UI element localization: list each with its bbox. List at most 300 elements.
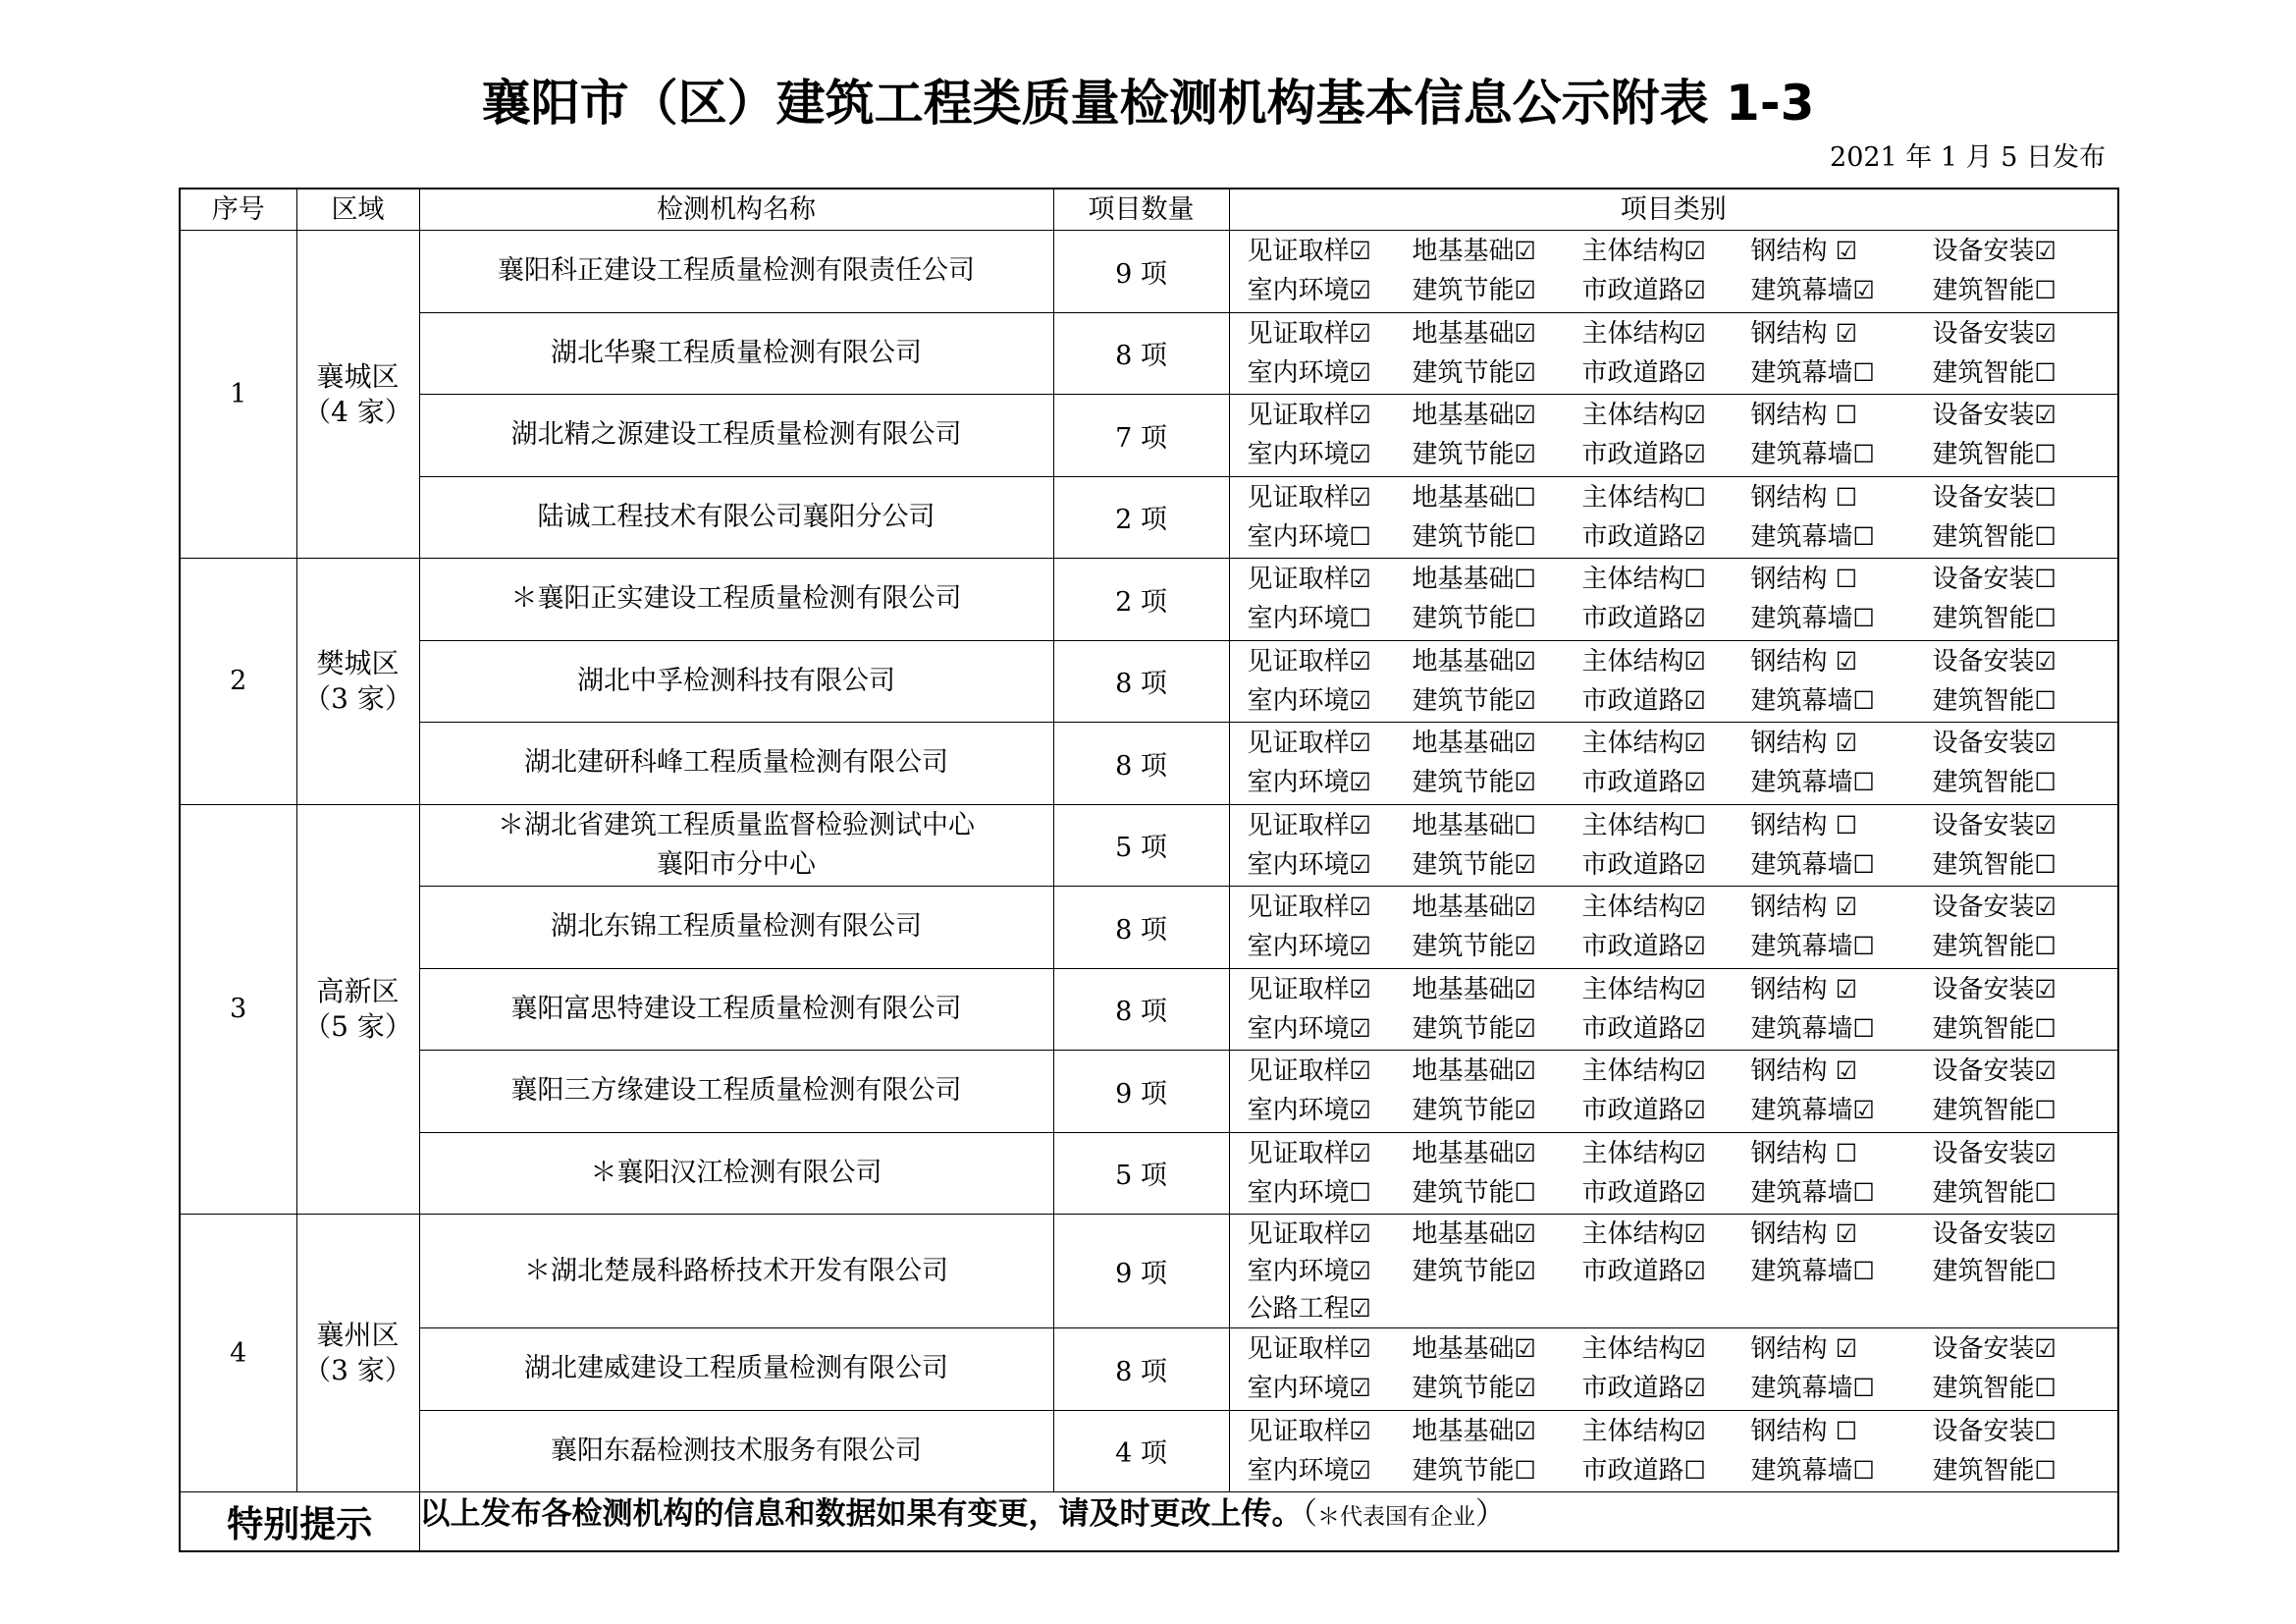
checked-box-icon: ☑: [1514, 357, 1536, 387]
note-text: 以上发布各检测机构的信息和数据如果有变更，请及时更改上传。: [419, 1496, 1303, 1532]
category-label: 建筑幕墙: [1750, 1096, 1853, 1126]
category-item: [1751, 806, 1933, 845]
category-label: 主体结构: [1581, 1218, 1684, 1249]
category-label: 市政道路: [1581, 1177, 1684, 1208]
table-row: [180, 1328, 2118, 1411]
unchecked-box-icon: ☐: [1852, 849, 1875, 879]
unchecked-box-icon: ☐: [1683, 565, 1706, 594]
checked-box-icon: ☑: [1683, 974, 1706, 1003]
category-item: [1933, 1052, 2118, 1091]
category-item: [1248, 314, 1413, 353]
unchecked-box-icon: ☐: [2034, 768, 2056, 797]
category-item: [1751, 271, 1933, 310]
project-count-cell: [1053, 231, 1229, 313]
category-label: 建筑幕墙: [1750, 1177, 1853, 1208]
category-item: [1933, 806, 2118, 845]
project-count-cell: [1053, 723, 1229, 805]
category-item: [1582, 845, 1751, 885]
category-item: [1582, 970, 1751, 1009]
checked-box-icon: ☑: [1835, 974, 1858, 1003]
category-label: 设备安装: [1932, 237, 2035, 267]
checked-box-icon: ☑: [1349, 1334, 1371, 1364]
category-item: [1751, 1091, 1933, 1130]
categories-cell: [1229, 1410, 2118, 1492]
checked-box-icon: ☑: [1835, 237, 1858, 266]
unchecked-box-icon: ☐: [1852, 768, 1875, 797]
project-count-cell: [1053, 1132, 1229, 1215]
category-item: [1248, 1369, 1413, 1408]
category-item: [1413, 845, 1582, 885]
category-item: [1413, 1412, 1582, 1451]
category-item: [1248, 1173, 1413, 1213]
categories-cell: [1229, 968, 2118, 1051]
category-line: [1230, 1173, 2118, 1213]
category-item: [1751, 1009, 1933, 1049]
category-item: [1248, 763, 1413, 802]
unchecked-box-icon: ☐: [1835, 482, 1858, 512]
org-name: 湖北华聚工程质量检测有限公司: [551, 337, 922, 368]
project-count: 5 项: [1115, 1161, 1167, 1192]
category-item: [1582, 1091, 1751, 1130]
category-label: 建筑智能: [1932, 1096, 2035, 1126]
org-name-cell: [419, 476, 1053, 559]
category-item: [1248, 1009, 1413, 1049]
project-count: 5 项: [1115, 833, 1167, 864]
category-item: [1933, 314, 2118, 353]
category-item: [1933, 353, 2118, 393]
category-item: [1582, 642, 1751, 681]
unchecked-box-icon: ☐: [2034, 482, 2056, 512]
region-name: 襄城区: [316, 359, 400, 393]
category-label: 设备安装: [1932, 401, 2035, 431]
category-label: 设备安装: [1932, 565, 2035, 595]
category-label: 设备安装: [1932, 1416, 2035, 1446]
category-label: 建筑节能: [1412, 357, 1515, 388]
category-item: [1248, 1091, 1413, 1130]
category-item: [1582, 435, 1751, 474]
header-count: 项目数量: [1053, 189, 1229, 231]
category-label: 见证取样: [1247, 482, 1350, 513]
org-name: 襄阳科正建设工程质量检测有限责任公司: [498, 255, 975, 287]
checked-box-icon: ☑: [1683, 276, 1706, 305]
category-label: 建筑节能: [1412, 849, 1515, 880]
category-item: [1933, 1329, 2118, 1369]
category-line: [1230, 1009, 2118, 1049]
category-item: [1751, 1173, 1933, 1213]
checked-box-icon: ☑: [1349, 1056, 1371, 1086]
category-label: 建筑智能: [1932, 932, 2035, 962]
category-item: [1582, 1134, 1751, 1173]
category-item: [1582, 1451, 1751, 1490]
category-item: [1582, 1216, 1751, 1253]
category-label: 地基基础: [1412, 1056, 1515, 1087]
category-item: [1248, 1253, 1413, 1290]
unchecked-box-icon: ☐: [1514, 1455, 1536, 1485]
checked-box-icon: ☑: [2034, 237, 2056, 266]
checked-box-icon: ☑: [1683, 729, 1706, 758]
category-item: [1933, 435, 2118, 474]
category-item: [1582, 888, 1751, 927]
checked-box-icon: ☑: [1683, 1256, 1706, 1285]
table-row: [180, 968, 2118, 1051]
category-label: 建筑节能: [1412, 521, 1515, 552]
checked-box-icon: ☑: [2034, 810, 2056, 839]
category-item: [1933, 396, 2118, 435]
category-line: [1230, 353, 2118, 393]
category-label: 室内环境: [1247, 1177, 1350, 1208]
checked-box-icon: ☑: [1349, 1256, 1371, 1285]
categories-cell: [1229, 723, 2118, 805]
project-count-cell: [1053, 968, 1229, 1051]
table-row: [180, 887, 2118, 969]
category-item: [1933, 888, 2118, 927]
checked-box-icon: ☑: [1835, 646, 1858, 676]
checked-box-icon: ☑: [1835, 1218, 1858, 1248]
category-line: [1230, 232, 2118, 271]
org-name: ＊襄阳正实建设工程质量检测有限公司: [510, 583, 962, 615]
org-name-cell: [419, 1051, 1053, 1133]
category-label: 建筑幕墙: [1750, 1455, 1853, 1486]
category-item: [1933, 1091, 2118, 1130]
category-label: 见证取样: [1247, 1056, 1350, 1087]
unchecked-box-icon: ☐: [2034, 932, 2056, 961]
project-count: 8 项: [1115, 1356, 1167, 1387]
category-item: [1582, 396, 1751, 435]
unchecked-box-icon: ☐: [1683, 482, 1706, 512]
region-name: 襄州区: [316, 1319, 400, 1351]
category-item: [1248, 599, 1413, 638]
category-item: [1751, 1451, 1933, 1490]
category-item: [1413, 970, 1582, 1009]
category-item: [1413, 1173, 1582, 1213]
header-categories: 项目类别: [1229, 189, 2118, 231]
checked-box-icon: ☑: [1514, 401, 1536, 430]
category-label: 设备安装: [1932, 729, 2035, 759]
category-label: 设备安装: [1932, 1138, 2035, 1168]
checked-box-icon: ☑: [1349, 1293, 1371, 1323]
category-item: [1933, 1134, 2118, 1173]
category-line: [1230, 724, 2118, 763]
category-label: 设备安装: [1932, 974, 2035, 1004]
category-label: 见证取样: [1247, 401, 1350, 431]
project-count: 8 项: [1115, 669, 1167, 700]
category-label: 建筑节能: [1412, 276, 1515, 306]
project-count: 8 项: [1115, 341, 1167, 372]
category-item: [1582, 1173, 1751, 1213]
category-item: [1751, 642, 1933, 681]
category-item: [1413, 888, 1582, 927]
categories-cell: [1229, 804, 2118, 887]
category-line: [1230, 845, 2118, 885]
category-item: [1751, 435, 1933, 474]
category-label: 室内环境: [1247, 1455, 1350, 1486]
category-label: 室内环境: [1247, 440, 1350, 470]
checked-box-icon: ☑: [1683, 1056, 1706, 1086]
category-label: 主体结构: [1581, 1138, 1684, 1168]
category-label: 地基基础: [1412, 893, 1515, 923]
category-label: 见证取样: [1247, 729, 1350, 759]
table-row: [180, 559, 2118, 641]
unchecked-box-icon: ☐: [1852, 357, 1875, 387]
checked-box-icon: ☑: [1514, 932, 1536, 961]
org-name-cell: [419, 1328, 1053, 1411]
category-label: 地基基础: [1412, 729, 1515, 759]
category-item: [1751, 888, 1933, 927]
category-label: 室内环境: [1247, 604, 1350, 634]
unchecked-box-icon: ☐: [2034, 357, 2056, 387]
category-label: 地基基础: [1412, 1218, 1515, 1249]
table-row: [180, 1410, 2118, 1492]
checked-box-icon: ☑: [1852, 1096, 1875, 1125]
project-count-cell: [1053, 559, 1229, 641]
category-line: [1230, 599, 2118, 638]
category-label: 钢结构: [1750, 646, 1836, 677]
category-label: 室内环境: [1247, 768, 1350, 798]
category-line: [1230, 642, 2118, 681]
unchecked-box-icon: ☐: [2034, 849, 2056, 879]
category-label: 建筑幕墙: [1750, 1256, 1853, 1286]
checked-box-icon: ☑: [1514, 1138, 1536, 1167]
category-item: [1248, 396, 1413, 435]
region-count: （3 家）: [303, 1354, 412, 1386]
category-item: [1413, 1216, 1582, 1253]
category-item: [1751, 1329, 1933, 1369]
category-item: [1751, 232, 1933, 271]
category-label: 室内环境: [1247, 932, 1350, 962]
category-label: 建筑智能: [1932, 1177, 2035, 1208]
table-row: [180, 476, 2118, 559]
group-index: 1: [230, 379, 247, 409]
category-label: 设备安装: [1932, 1218, 2035, 1249]
project-count: 7 项: [1115, 422, 1167, 454]
category-label: 建筑智能: [1932, 1256, 2035, 1286]
categories-cell: [1229, 559, 2118, 641]
org-name-cell: [419, 887, 1053, 969]
checked-box-icon: ☑: [1835, 1334, 1858, 1364]
categories-cell: [1229, 640, 2118, 723]
category-item: [1413, 232, 1582, 271]
unchecked-box-icon: ☐: [1514, 604, 1536, 633]
org-name: 湖北精之源建设工程质量检测有限公司: [510, 419, 962, 451]
unchecked-box-icon: ☐: [1852, 1013, 1875, 1043]
project-count-cell: [1053, 887, 1229, 969]
category-item: [1933, 1173, 2118, 1213]
checked-box-icon: ☑: [1514, 1096, 1536, 1125]
checked-box-icon: ☑: [2034, 1138, 2056, 1167]
checked-box-icon: ☑: [1683, 521, 1706, 551]
category-item: [1248, 1134, 1413, 1173]
category-item: [1248, 806, 1413, 845]
category-label: 建筑幕墙: [1750, 932, 1853, 962]
table-row: [180, 395, 2118, 477]
category-label: 主体结构: [1581, 646, 1684, 677]
unchecked-box-icon: ☐: [2034, 1177, 2056, 1207]
category-item: [1248, 435, 1413, 474]
categories-cell: [1229, 887, 2118, 969]
category-item: [1751, 1216, 1933, 1253]
project-count-cell: [1053, 312, 1229, 395]
checked-box-icon: ☑: [1514, 1256, 1536, 1285]
project-count: 2 项: [1115, 505, 1167, 536]
category-label: 设备安装: [1932, 318, 2035, 349]
categories-cell: [1229, 1328, 2118, 1411]
category-label: 钢结构: [1750, 893, 1836, 923]
org-name-cell: [419, 395, 1053, 477]
category-label: 市政道路: [1581, 440, 1684, 470]
group-index: 2: [230, 666, 247, 697]
category-label: 主体结构: [1581, 1416, 1684, 1446]
checked-box-icon: ☑: [1349, 1096, 1371, 1125]
category-label: 市政道路: [1581, 1096, 1684, 1126]
category-label: 钢结构: [1750, 974, 1836, 1004]
category-label: 钢结构: [1750, 482, 1836, 513]
category-label: 地基基础: [1412, 1416, 1515, 1446]
checked-box-icon: ☑: [2034, 1334, 2056, 1364]
category-label: 钢结构: [1750, 237, 1836, 267]
category-label: 见证取样: [1247, 974, 1350, 1004]
note-legend-open: （: [1302, 1496, 1317, 1532]
category-item: [1751, 560, 1933, 599]
group-index-cell: [180, 559, 296, 805]
checked-box-icon: ☑: [1349, 849, 1371, 879]
category-label: 市政道路: [1581, 357, 1684, 388]
org-name: 湖北东锦工程质量检测有限公司: [551, 911, 922, 943]
unchecked-box-icon: ☐: [1835, 401, 1858, 430]
note-row: [180, 1492, 2118, 1551]
checked-box-icon: ☑: [1835, 318, 1858, 348]
category-label: 市政道路: [1581, 1013, 1684, 1044]
checked-box-icon: ☑: [1349, 1374, 1371, 1403]
category-label: 钢结构: [1750, 1138, 1836, 1168]
category-label: 建筑幕墙: [1750, 849, 1853, 880]
checked-box-icon: ☑: [1349, 893, 1371, 922]
category-label: 室内环境: [1247, 685, 1350, 716]
category-label: 钢结构: [1750, 318, 1836, 349]
category-item: [1751, 1253, 1933, 1290]
checked-box-icon: ☑: [1514, 849, 1536, 879]
unchecked-box-icon: ☐: [1835, 1138, 1858, 1167]
category-item: [1933, 1216, 2118, 1253]
category-label: 市政道路: [1581, 1374, 1684, 1404]
checked-box-icon: ☑: [1349, 932, 1371, 961]
checked-box-icon: ☑: [1514, 729, 1536, 758]
category-item: [1248, 478, 1413, 517]
project-count: 4 项: [1115, 1438, 1167, 1470]
category-label: 主体结构: [1581, 974, 1684, 1004]
category-item: [1248, 1052, 1413, 1091]
checked-box-icon: ☑: [1683, 1138, 1706, 1167]
category-label: 建筑幕墙: [1750, 1013, 1853, 1044]
checked-box-icon: ☑: [1514, 1218, 1536, 1248]
category-item: [1751, 970, 1933, 1009]
checked-box-icon: ☑: [1683, 1334, 1706, 1364]
unchecked-box-icon: ☐: [1514, 1177, 1536, 1207]
category-label: 建筑幕墙: [1750, 768, 1853, 798]
category-item: [1413, 1329, 1582, 1369]
checked-box-icon: ☑: [1683, 893, 1706, 922]
category-item: [1248, 927, 1413, 966]
unchecked-box-icon: ☐: [1683, 1455, 1706, 1485]
checked-box-icon: ☑: [1349, 974, 1371, 1003]
category-item: [1582, 271, 1751, 310]
category-label: 室内环境: [1247, 1374, 1350, 1404]
category-item: [1751, 1369, 1933, 1408]
category-line: [1230, 1216, 2118, 1253]
category-label: 主体结构: [1581, 810, 1684, 840]
category-line: [1230, 888, 2118, 927]
note-legend-close: ）: [1475, 1496, 1506, 1532]
org-name: 湖北中孚检测科技有限公司: [577, 665, 895, 696]
checked-box-icon: ☑: [1683, 604, 1706, 633]
category-line: [1230, 806, 2118, 845]
category-label: 见证取样: [1247, 318, 1350, 349]
region-count: （4 家）: [303, 395, 412, 428]
category-label: 室内环境: [1247, 1096, 1350, 1126]
checked-box-icon: ☑: [1514, 276, 1536, 305]
category-item: [1933, 763, 2118, 802]
category-item: [1933, 927, 2118, 966]
category-line: [1230, 1091, 2118, 1130]
category-item: [1751, 845, 1933, 885]
category-line: [1230, 1412, 2118, 1451]
unchecked-box-icon: ☐: [1835, 1416, 1858, 1445]
checked-box-icon: ☑: [1514, 974, 1536, 1003]
category-label: 主体结构: [1581, 729, 1684, 759]
checked-box-icon: ☑: [1349, 401, 1371, 430]
project-count-cell: [1053, 1410, 1229, 1492]
checked-box-icon: ☑: [2034, 1056, 2056, 1086]
category-item: [1248, 232, 1413, 271]
category-label: 见证取样: [1247, 810, 1350, 840]
category-label: 市政道路: [1581, 1455, 1684, 1486]
category-label: 建筑智能: [1932, 604, 2035, 634]
category-item: [1248, 560, 1413, 599]
category-label: 公路工程: [1247, 1293, 1350, 1324]
region-cell: [296, 804, 419, 1215]
unchecked-box-icon: ☐: [1852, 685, 1875, 715]
category-label: 建筑节能: [1412, 1013, 1515, 1044]
category-line: [1230, 435, 2118, 474]
category-label: 室内环境: [1247, 357, 1350, 388]
unchecked-box-icon: ☐: [1835, 565, 1858, 594]
checked-box-icon: ☑: [1349, 1013, 1371, 1043]
category-label: 建筑节能: [1412, 440, 1515, 470]
unchecked-box-icon: ☐: [1349, 521, 1371, 551]
unchecked-box-icon: ☐: [1852, 521, 1875, 551]
category-line: [1230, 927, 2118, 966]
checked-box-icon: ☑: [1683, 1218, 1706, 1248]
category-item: [1582, 1009, 1751, 1049]
category-line: [1230, 970, 2118, 1009]
category-label: 设备安装: [1932, 1334, 2035, 1365]
unchecked-box-icon: ☐: [1852, 1256, 1875, 1285]
category-item: [1413, 1253, 1582, 1290]
unchecked-box-icon: ☐: [1514, 521, 1536, 551]
category-line: [1230, 478, 2118, 517]
category-item: [1248, 888, 1413, 927]
unchecked-box-icon: ☐: [1349, 1177, 1371, 1207]
category-item: [1582, 1052, 1751, 1091]
category-label: 市政道路: [1581, 849, 1684, 880]
category-label: 建筑幕墙: [1750, 685, 1853, 716]
checked-box-icon: ☑: [1514, 1056, 1536, 1086]
category-label: 建筑幕墙: [1750, 357, 1853, 388]
unchecked-box-icon: ☐: [1514, 482, 1536, 512]
category-label: 市政道路: [1581, 521, 1684, 552]
category-item: [1413, 517, 1582, 557]
categories-cell: [1229, 1132, 2118, 1215]
header-index: 序号: [180, 189, 296, 231]
